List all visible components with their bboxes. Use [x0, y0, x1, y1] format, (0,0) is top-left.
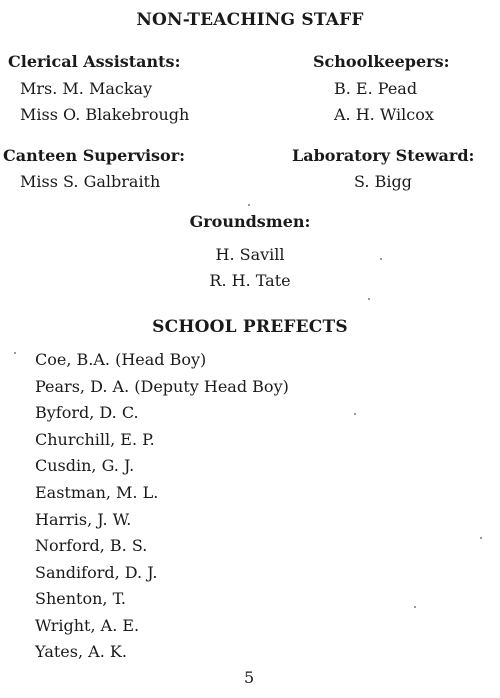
groundsmen-heading: Groundsmen: — [189, 212, 311, 231]
prefect-list-item: Byford, D. C. — [35, 403, 139, 422]
canteen-supervisor-name: Miss S. Galbraith — [20, 172, 161, 191]
groundsman-name: R. H. Tate — [209, 271, 291, 290]
canteen-supervisor-heading: Canteen Supervisor: — [3, 146, 186, 165]
prefect-list-item: Pears, D. A. (Deputy Head Boy) — [35, 377, 289, 396]
print-speck — [380, 258, 382, 260]
prefect-list-item: Eastman, M. L. — [35, 483, 159, 502]
schoolkeepers-heading: Schoolkeepers: — [313, 52, 450, 71]
groundsman-name: H. Savill — [215, 245, 285, 264]
prefect-list-item: Coe, B.A. (Head Boy) — [35, 350, 207, 369]
schoolkeeper-name: A. H. Wilcox — [334, 105, 434, 124]
section-title-non-teaching-staff: NON-TEACHING STAFF — [136, 10, 364, 30]
section-title-school-prefects: SCHOOL PREFECTS — [152, 317, 348, 337]
print-speck — [480, 537, 482, 539]
laboratory-steward-heading: Laboratory Steward: — [292, 146, 475, 165]
prefect-list-item: Churchill, E. P. — [35, 430, 155, 449]
clerical-assistant-name: Mrs. M. Mackay — [20, 79, 153, 98]
schoolkeeper-name: B. E. Pead — [334, 79, 418, 98]
prefect-list-item: Shenton, T. — [35, 589, 126, 608]
print-speck — [414, 606, 416, 608]
print-speck — [368, 298, 370, 300]
prefect-list-item: Sandiford, D. J. — [35, 563, 158, 582]
page-number: 5 — [244, 668, 255, 687]
print-speck — [248, 204, 250, 206]
clerical-assistants-heading: Clerical Assistants: — [8, 52, 181, 71]
laboratory-steward-name: S. Bigg — [354, 172, 412, 191]
prefect-list-item: Cusdin, G. J. — [35, 456, 135, 475]
prefect-list-item: Yates, A. K. — [35, 642, 127, 661]
print-speck — [354, 413, 356, 415]
clerical-assistant-name: Miss O. Blakebrough — [20, 105, 190, 124]
print-speck — [14, 352, 16, 354]
prefect-list-item: Norford, B. S. — [35, 536, 148, 555]
prefect-list-item: Harris, J. W. — [35, 510, 132, 529]
prefect-list-item: Wright, A. E. — [35, 616, 140, 635]
